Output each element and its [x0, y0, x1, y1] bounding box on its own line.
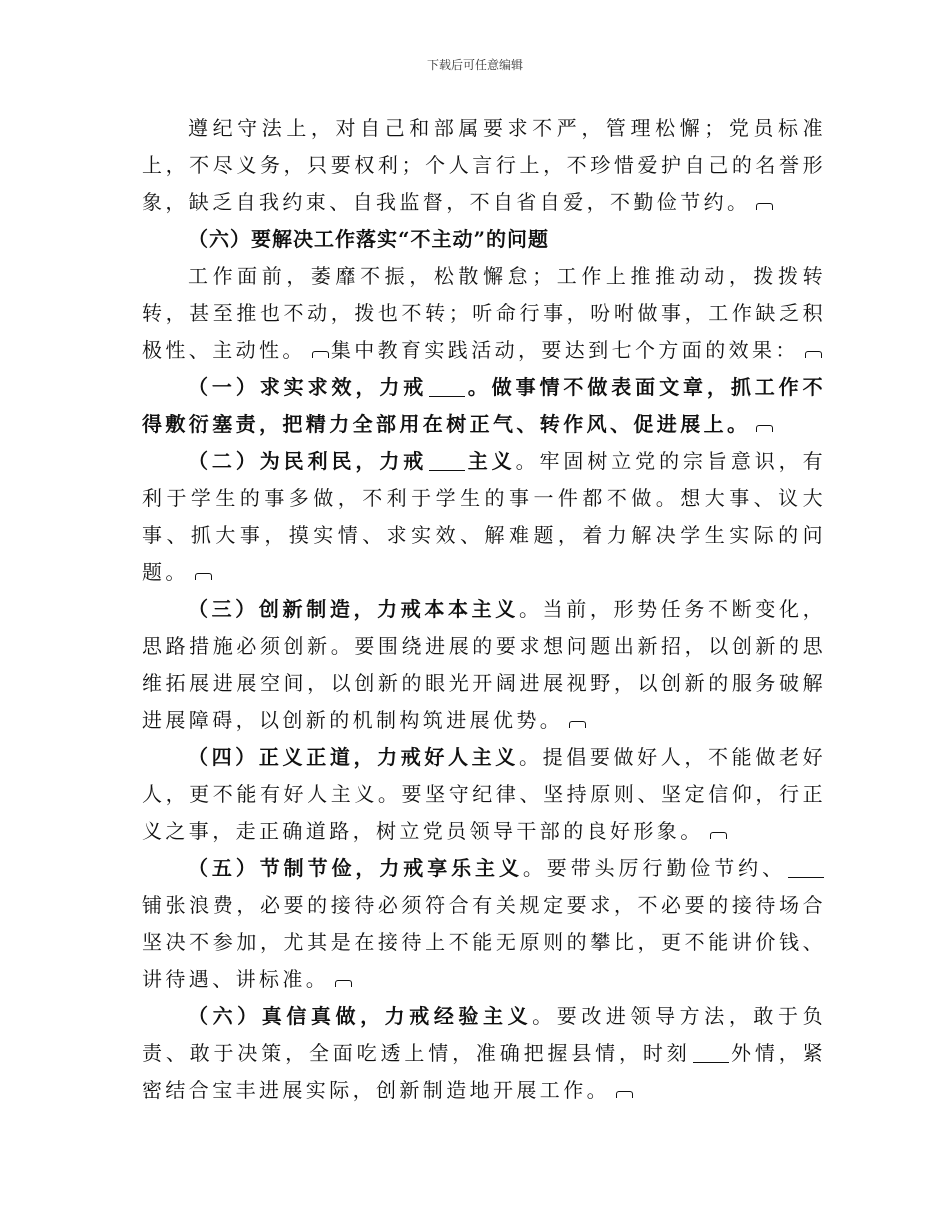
- point-body: 。要带头厉行勤俭节约、: [522, 856, 786, 880]
- fill-blank: [788, 857, 824, 878]
- paragraph-text: 工作面前，萎靡不振，松散懈怠；工作上推推动动，拨拨转转，甚至推也不动，拨也不转；听命行事，吩咐做事，工作缺乏积极性、主动性。: [142, 264, 826, 362]
- point-body: 。当前，形势任务不断变化，思路措施必须创新。要围绕进展的要求想问题出新招，以创新的思维拓展进展空间，以创新的眼光开阔进展视野，以创新的服务破解进展障碍，以创新的机制构筑进展优势。: [142, 597, 826, 732]
- paragraph-discipline: [142, 110, 826, 221]
- paragraph-end-mark: [195, 573, 212, 580]
- fill-blank: [429, 450, 465, 471]
- point-lead: （二）为民利民，力戒: [188, 449, 428, 473]
- fill-blank: [429, 376, 465, 397]
- document-body: [142, 110, 826, 1109]
- point-four: [142, 739, 826, 850]
- paragraph-end-mark: [756, 425, 773, 432]
- point-lead: （三）创新制造，力戒本本主义: [188, 597, 519, 621]
- section-heading-six: （六）要解决工作落实“不主动”的问题: [188, 227, 550, 251]
- paragraph-work-attitude: [142, 258, 826, 369]
- point-three: [142, 591, 826, 739]
- paragraph-text: 集中教育实践活动，要达到七个方面的效果：: [330, 338, 799, 362]
- point-body: 。提倡要做好人，不能做老好人，更不能有好人主义。要坚守纪律、坚持原则、坚定信仰，行正义之事，走正确道路，树立党员领导干部的良好形象。: [142, 745, 826, 843]
- point-lead: （六）真信真做，力戒经验主义: [188, 1004, 533, 1028]
- paragraph-end-mark: [710, 832, 727, 839]
- page-header: 下载后可任意编辑: [426, 58, 523, 72]
- point-one: [142, 369, 826, 443]
- paragraph-end-mark: [569, 721, 586, 728]
- point-body: 。要改进领导方法，敢于负责、敢于决策，全面吃透上情，准确把握县情，时刻: [142, 1004, 826, 1065]
- paragraph-end-mark: [616, 1091, 633, 1098]
- point-two: [142, 443, 826, 591]
- paragraph-end-mark: [805, 351, 822, 358]
- paragraph-text: 遵纪守法上，对自己和部属要求不严，管理松懈；党员标准上，不尽义务，只要权利；个人言行上，不珍惜爱护自己的名誉形象，缺乏自我约束、自我监督，不自省自爱，不勤俭节约。: [142, 116, 826, 214]
- point-six: [142, 998, 826, 1109]
- point-body: 。做事情不做表面文章，抓工作不得敷衍塞责，把精力全部用在树正气、转作风、促进展上。: [142, 375, 827, 436]
- point-lead: （五）节制节俭，力戒享乐主义: [188, 856, 523, 880]
- point-body: 铺张浪费，必要的接待必须符合有关规定要求，不必要的接待场合坚决不参加，尤其是在接待上不能无原则的攀比，更不能讲价钱、讲待遇、讲标准。: [142, 893, 826, 991]
- point-body: 外情，紧密结合宝丰进展实际，创新制造地开展工作。: [142, 1041, 826, 1102]
- paragraph-end-mark: [335, 980, 352, 987]
- paragraph-end-mark: [756, 203, 773, 210]
- point-lead: （四）正义正道，力戒好人主义: [188, 745, 519, 769]
- point-lead-tail: 主义: [467, 449, 516, 473]
- paragraph-end-mark: [312, 351, 329, 358]
- fill-blank: [693, 1042, 729, 1063]
- point-lead: （一）求实求效，力戒: [188, 375, 428, 399]
- point-body: 。牢固树立党的宗旨意识，有利于学生的事多做，不利于学生的事一件都不做。想大事、议大事、抓大事，摸实情、求实效、解难题，着力解决学生实际的问题。: [142, 449, 826, 584]
- point-five: [142, 850, 826, 998]
